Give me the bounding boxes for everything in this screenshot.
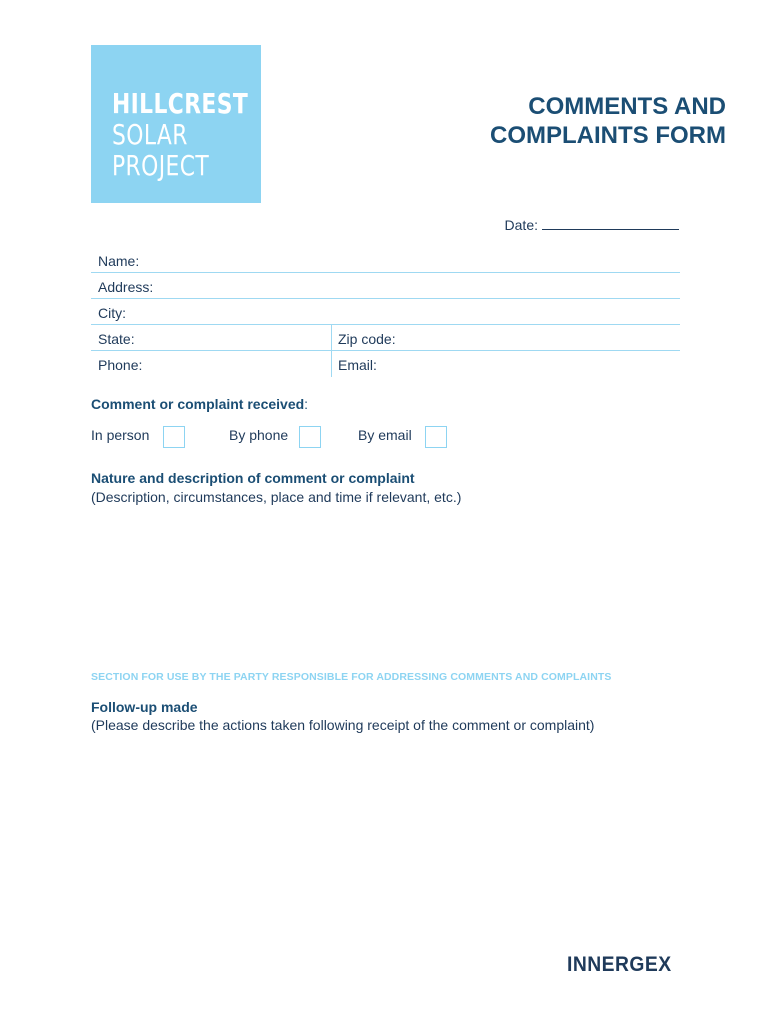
party-section-heading: SECTION FOR USE BY THE PARTY RESPONSIBLE FOR ADDRESSING COMMENTS AND COMPLAINTS [91, 671, 612, 683]
form-title-line-1: COMMENTS AND [528, 93, 726, 120]
received-heading-text: Comment or complaint received [91, 396, 305, 412]
form-title [490, 92, 726, 150]
by-phone-checkbox[interactable] [299, 426, 321, 448]
followup-heading: Follow-up made [91, 699, 198, 715]
field-divider [331, 325, 332, 351]
date-field [505, 217, 679, 233]
phone-label: Phone: [98, 357, 143, 373]
address-label: Address: [98, 279, 154, 295]
name-label: Name: [98, 253, 140, 269]
date-input-line[interactable] [542, 217, 679, 230]
name-field[interactable] [91, 247, 680, 273]
form-title-line-2: COMPLAINTS FORM [490, 122, 726, 149]
project-logo [91, 45, 261, 203]
city-field[interactable] [91, 299, 680, 325]
option-by-email-label: By email [358, 427, 412, 443]
logo-line-2: SOLAR [112, 118, 188, 151]
zip-label: Zip code: [338, 331, 396, 347]
nature-subtext: (Description, circumstances, place and time if relevant, etc.) [91, 489, 462, 505]
date-label: Date: [504, 217, 538, 233]
received-heading-colon: : [304, 396, 309, 412]
in-person-checkbox[interactable] [163, 426, 185, 448]
field-divider [331, 351, 332, 377]
address-field[interactable] [91, 273, 680, 299]
nature-heading: Nature and description of comment or complaint [91, 470, 415, 486]
logo-line-1: HILLCREST [112, 87, 249, 120]
phone-email-row[interactable] [91, 351, 680, 376]
contact-fields [91, 247, 680, 376]
email-label: Email: [338, 357, 377, 373]
followup-subtext: (Please describe the actions taken following receipt of the comment or complaint) [91, 717, 595, 733]
state-zip-row[interactable] [91, 325, 680, 351]
city-label: City: [98, 305, 126, 321]
option-by-phone-label: By phone [229, 427, 289, 443]
by-email-checkbox[interactable] [425, 426, 447, 448]
logo-line-3: PROJECT [112, 149, 210, 182]
state-label: State: [98, 331, 135, 347]
innergex-logo: INNERGEX [567, 953, 672, 976]
option-in-person-label: In person [91, 427, 150, 443]
received-heading [91, 396, 308, 412]
